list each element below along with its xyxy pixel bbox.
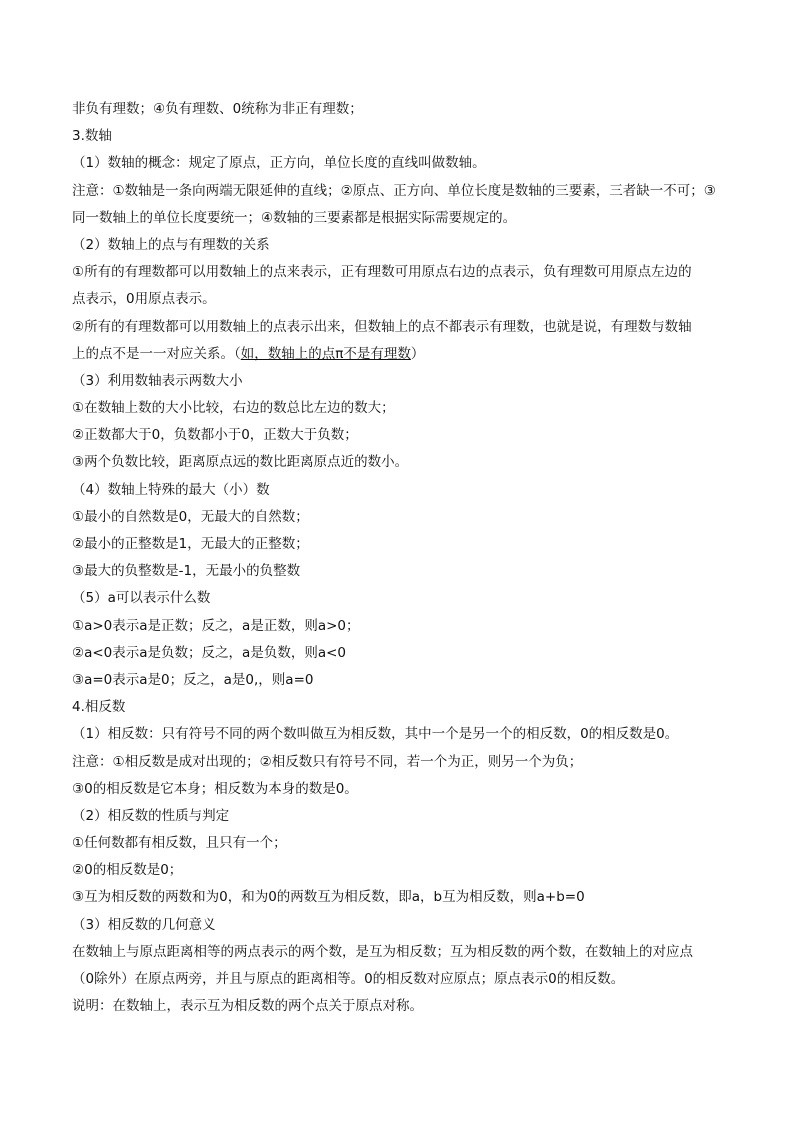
subsection-heading: （1）相反数：只有符号不同的两个数叫做互为相反数，其中一个是另一个的相反数，0的相反数是0。 xyxy=(72,726,679,743)
text-line: ③互为相反数的两数和为0，和为0的两数互为相反数，即a，b互为相反数，则a+b=0 xyxy=(72,889,585,906)
text-line: ①任何数都有相反数，且只有一个； xyxy=(72,835,287,852)
text-line: ①a>0表示a是正数；反之，a是正数，则a>0； xyxy=(72,617,360,634)
text-line: ②a<0表示a是负数；反之，a是负数，则a<0 xyxy=(72,644,346,661)
text-line: ②0的相反数是0； xyxy=(72,862,183,879)
text-line: ②正数都大于0，负数都小于0，正数大于负数； xyxy=(72,427,358,444)
underlined-example: 如，数轴上的点π不是有理数 xyxy=(240,345,411,362)
subsection-heading: （3）利用数轴表示两数大小 xyxy=(72,372,243,389)
text-segment: 上的点不是一一对应关系。（ xyxy=(72,345,241,362)
text-line: （0除外）在原点两旁，并且与原点的距离相等。0的相反数对应原点；原点表示0的相反数。 xyxy=(72,971,625,987)
text-line xyxy=(72,341,724,368)
text-line: ③a=0表示a是0；反之，a是0,，则a=0 xyxy=(72,671,314,688)
subsection-heading: （2）数轴上的点与有理数的关系 xyxy=(72,236,270,253)
subsection-heading: （2）相反数的性质与判定 xyxy=(72,807,230,824)
text-line: 注意：①相反数是成对出现的；②相反数只有符号不同，若一个为正，则另一个为负； xyxy=(72,753,583,770)
text-line: ②最小的正整数是1，无最大的正整数； xyxy=(72,536,309,552)
text-line: 在数轴上与原点距离相等的两点表示的两个数，是互为相反数；互为相反数的两个数，在数轴上的对应点 xyxy=(72,943,693,960)
text-line: 说明：在数轴上，表示互为相反数的两个点关于原点对称。 xyxy=(72,998,423,1015)
document-page xyxy=(72,96,724,1020)
subsection-heading: （3）相反数的几何意义 xyxy=(72,916,216,933)
section-heading: 4.相反数 xyxy=(72,699,126,716)
subsection-heading: （5）a可以表示什么数 xyxy=(72,590,211,607)
text-line: ③0的相反数是它本身；相反数为本身的数是0。 xyxy=(72,780,358,797)
subsection-heading: （4）数轴上特殊的最大（小）数 xyxy=(72,481,270,498)
text-line: ②所有的有理数都可以用数轴上的点表示出来，但数轴上的点不都表示有理数，也就是说，有理数与数轴 xyxy=(72,318,692,335)
subsection-heading: （1）数轴的概念：规定了原点，正方向，单位长度的直线叫做数轴。 xyxy=(72,155,486,172)
text-line: 点表示，0用原点表示。 xyxy=(72,291,216,308)
text-line: ①所有的有理数都可以用数轴上的点来表示，正有理数可用原点右边的点表示，负有理数可用原点左边的 xyxy=(72,264,692,281)
text-line: 非负有理数；④负有理数、0统称为非正有理数； xyxy=(72,101,363,117)
section-heading: 3.数轴 xyxy=(72,128,112,145)
text-line: 注意：①数轴是一条向两端无限延伸的直线；②原点、正方向、单位长度是数轴的三要素，三者缺一不可；③ xyxy=(72,182,716,199)
text-line: ③两个负数比较，距离原点远的数比距离原点近的数小。 xyxy=(72,454,409,471)
text-segment: ） xyxy=(410,345,425,362)
text-line: ③最大的负整数是-1，无最小的负整数 xyxy=(72,563,301,580)
text-line: 同一数轴上的单位长度要统一；④数轴的三要素都是根据实际需要规定的。 xyxy=(72,209,517,226)
text-line: ①在数轴上数的大小比较，右边的数总比左边的数大； xyxy=(72,400,395,417)
text-line: ①最小的自然数是0，无最大的自然数； xyxy=(72,508,309,525)
